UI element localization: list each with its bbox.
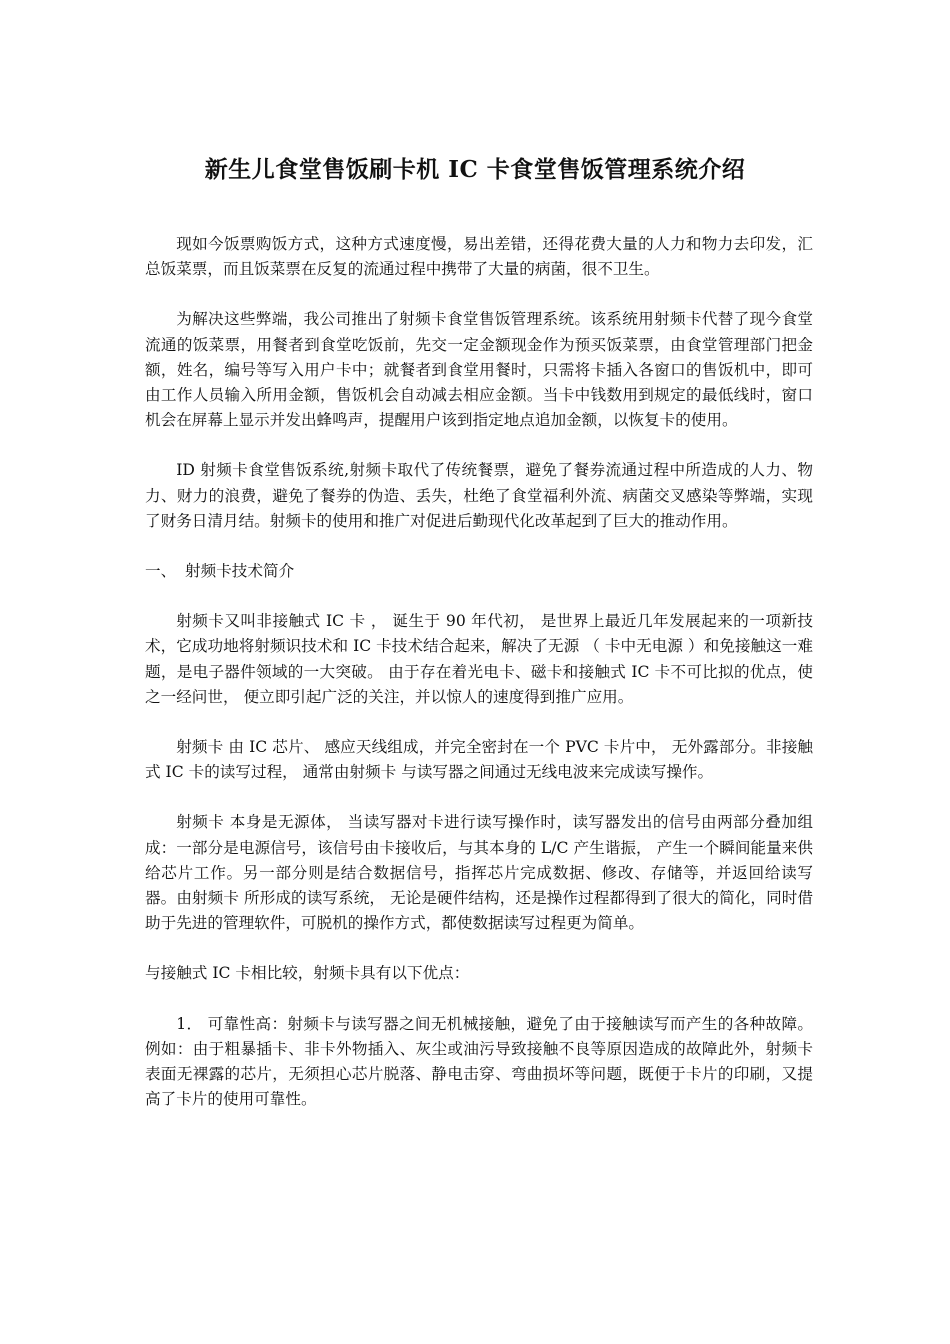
- paragraph-id-system: ID 射频卡食堂售饭系统,射频卡取代了传统餐票，避免了餐券流通过程中所造成的人力、物力、财力的浪费，避免了餐券的伪造、丢失，杜绝了食堂福利外流、病菌交叉感染等弊端，实现了财务日清月结。射频卡的使用和推广对促进后勤现代化改革起到了巨大的推动作用。: [145, 461, 813, 530]
- paragraph-compare-intro: 与接触式 IC 卡相比较，射频卡具有以下优点：: [145, 964, 470, 983]
- paragraph-rf-card-structure: 射频卡 由 IC 芯片、 感应天线组成，并完全密封在一个 PVC 卡片中， 无外露部分。非接触式 IC 卡的读写过程， 通常由射频卡 与读写器之间通过无线电波来完成读写操作。: [145, 738, 813, 782]
- paragraph-solution: 为解决这些弊端，我公司推出了射频卡食堂售饭管理系统。该系统用射频卡代替了现今食堂流通的饭菜票，用餐者到食堂吃饭前，先交一定金额现金作为预买饭菜票，由食堂管理部门把金额，姓名，编号等写入用户卡中；就餐者到食堂用餐时，只需将卡插入各窗口的售饭机中，即可由工作人员输入所用金额，售饭机会自动减去相应金额。当卡中钱数用到规定的最低线时，窗口机会在屏幕上显示并发出蜂鸣声，提醒用户该到指定地点追加金额，以恢复卡的使用。: [145, 310, 813, 430]
- section-heading: [145, 559, 813, 584]
- paragraph-advantage-reliability: 1． 可靠性高：射频卡与读写器之间无机械接触，避免了由于接触读写而产生的各种故障。例如：由于粗暴插卡、非卡外物插入、灰尘或油污导致接触不良等原因造成的故障此外，射频卡表面无裸露的芯片，无须担心芯片脱落、静电击穿、弯曲损坏等问题，既便于卡片的印刷，又提高了卡片的使用可靠性。: [145, 1014, 813, 1109]
- document-title: 新生儿食堂售饭刷卡机 IC 卡食堂售饭管理系统介绍: [204, 156, 746, 183]
- section-title: 射频卡技术简介: [185, 562, 295, 581]
- section-number: 一、: [145, 562, 177, 581]
- paragraph-rf-card-working: 射频卡 本身是无源体， 当读写器对卡进行读写操作时，读写器发出的信号由两部分叠加组成：一部分是电源信号，该信号由卡接收后，与其本身的 L/C 产生谐振， 产生一个瞬间能量来供给芯片工作。另一部分则是结合数据信号，指挥芯片完成数据、修改、存储等，并返回给读写器。由射频卡 所形成的读写系统， 无论是硬件结构，还是操作过程都得到了很大的简化，同时借助于先进的管理软件，可脱机的操作方式，都使数据读写过程更为简单。: [145, 813, 813, 933]
- paragraph-rf-card-intro: 射频卡又叫非接触式 IC 卡 ， 诞生于 90 年代初， 是世界上最近几年发展起来的一项新技术，它成功地将射频识技术和 IC 卡技术结合起来，解决了无源 （ 卡中无电源 ）和免接触这一难题，是电子器件领域的一大突破。 由于存在着光电卡、磁卡和接触式 IC 卡不可比拟的优点，使之一经问世， 便立即引起广泛的关注，并以惊人的速度得到推广应用。: [145, 612, 813, 706]
- document-body: [145, 232, 813, 1137]
- paragraph-intro: 现如今饭票购饭方式，这种方式速度慢，易出差错，还得花费大量的人力和物力去印发，汇总饭菜票，而且饭菜票在反复的流通过程中携带了大量的病菌，很不卫生。: [145, 235, 813, 279]
